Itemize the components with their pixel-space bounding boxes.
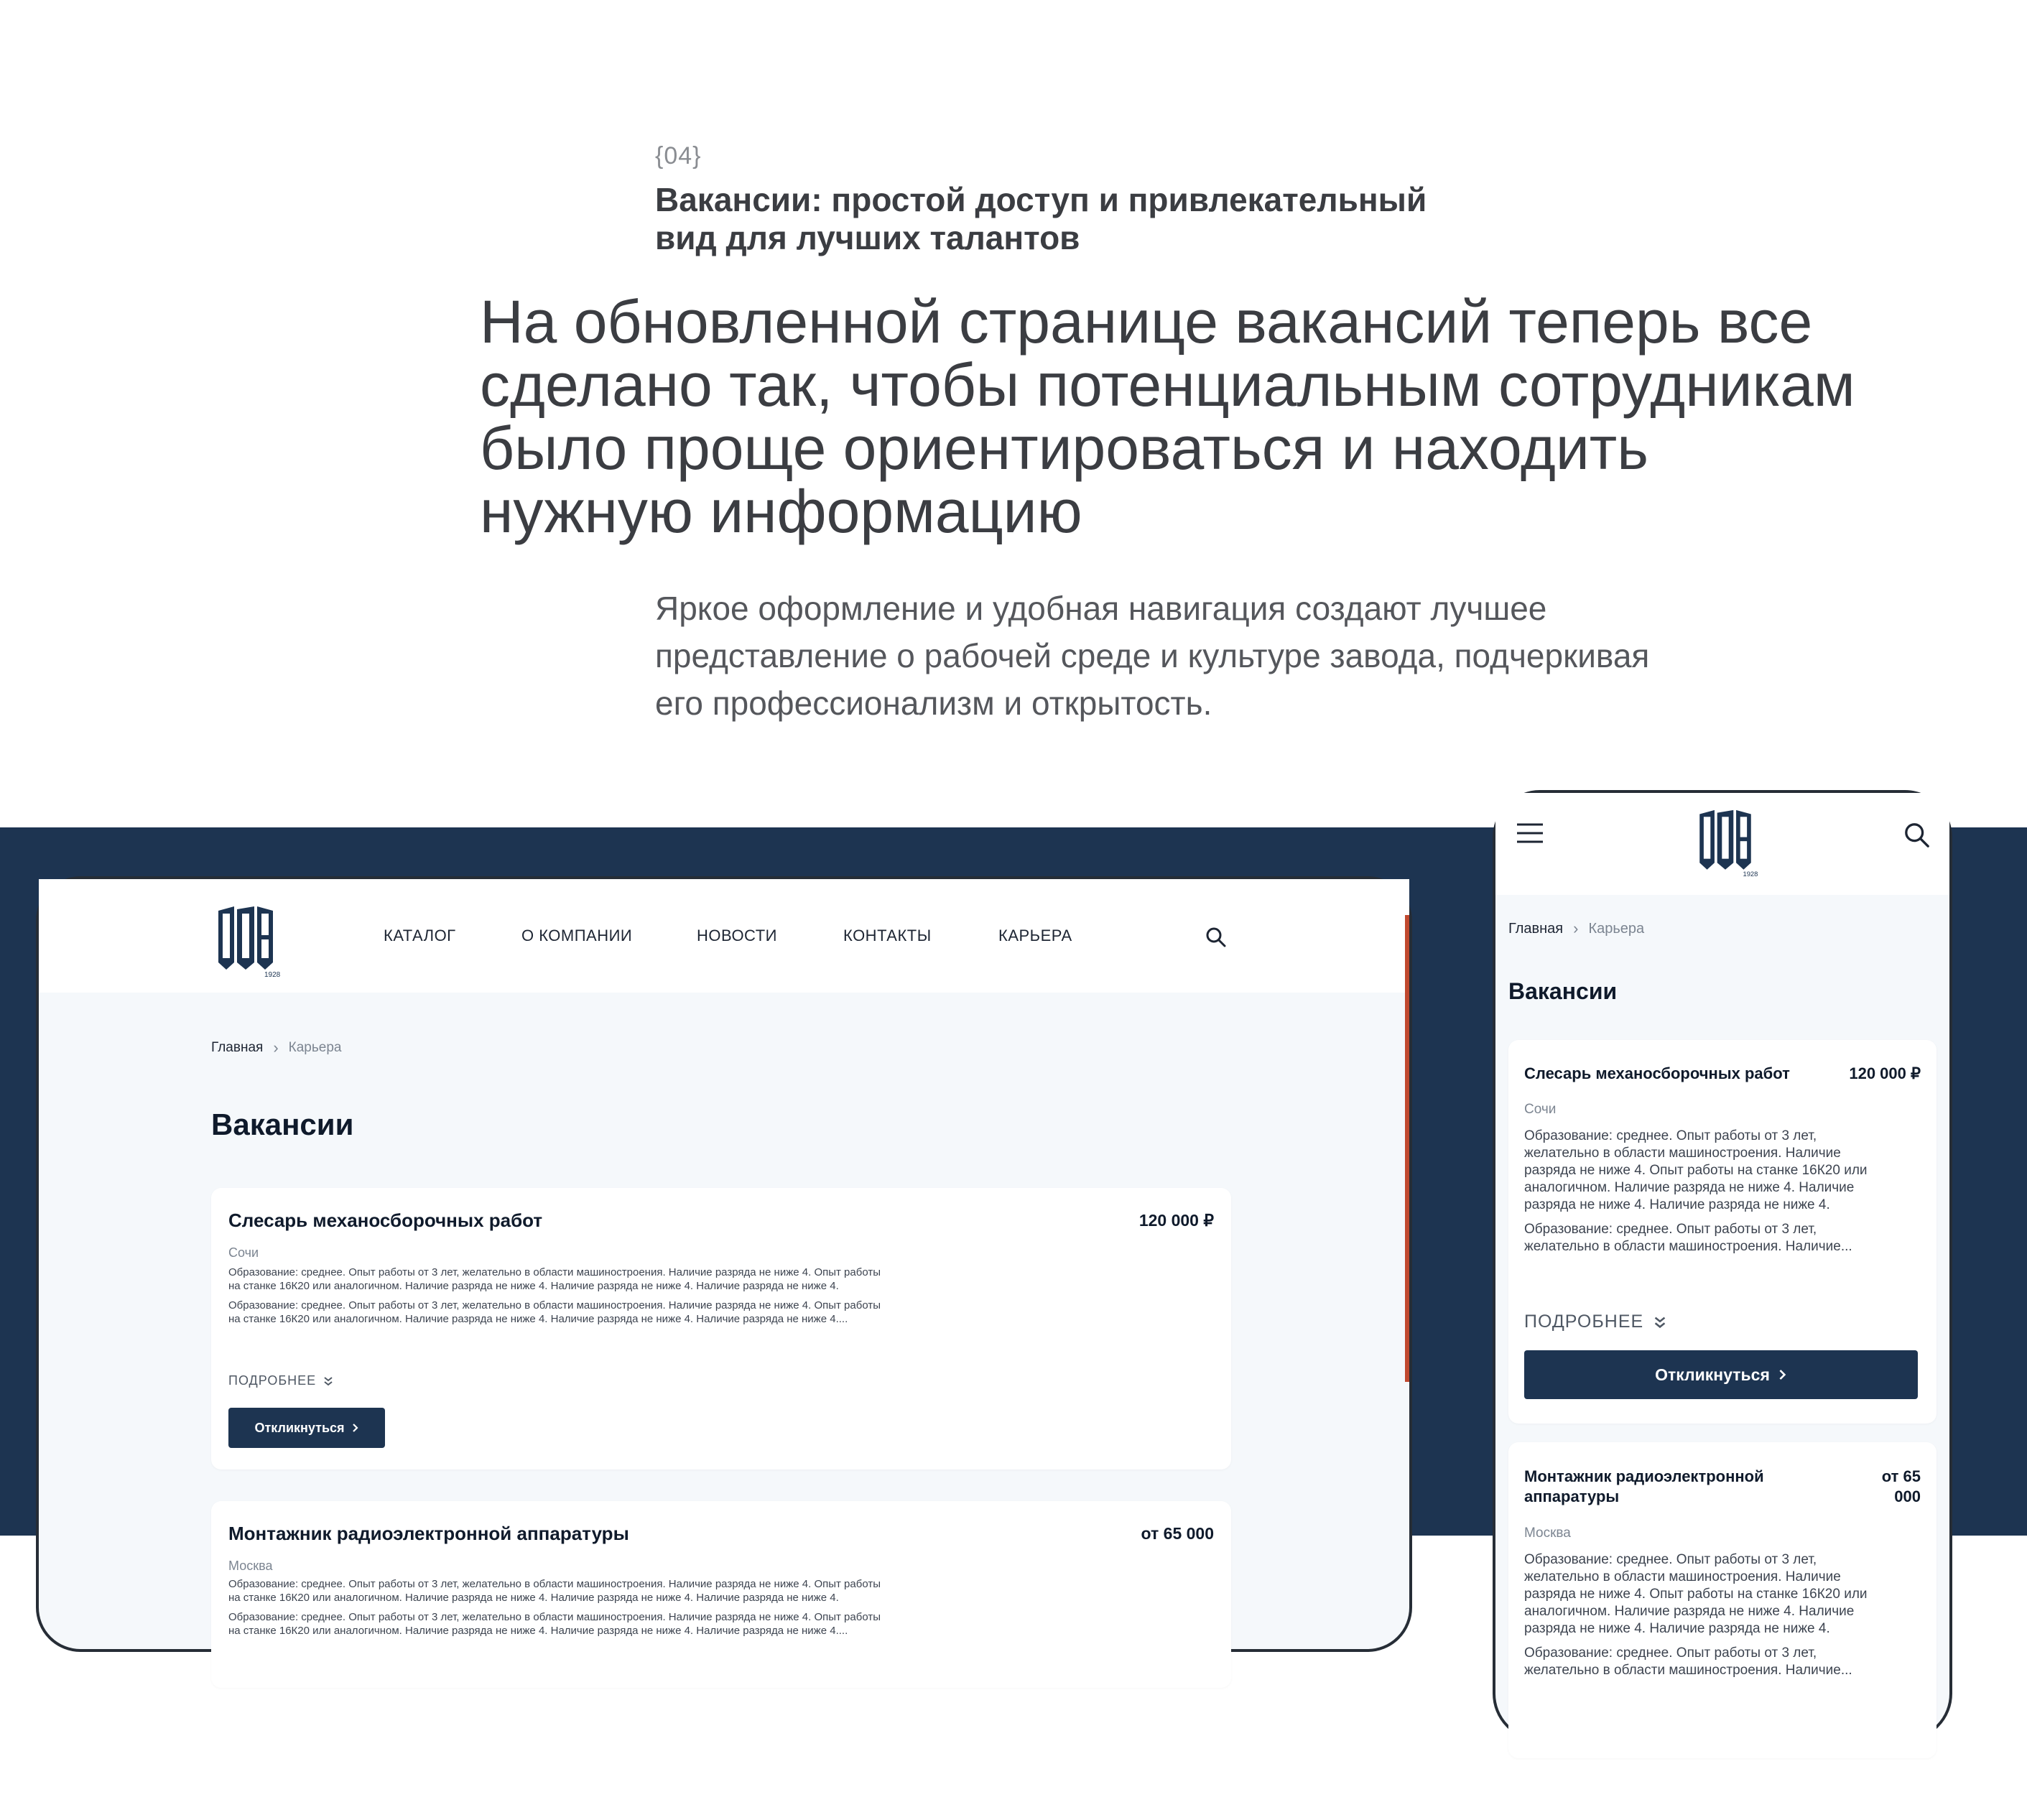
job-city: Москва: [1524, 1526, 1571, 1541]
job-desc-line: разряда не ниже 4. Опыт работы на станке 16К20 или: [1524, 1587, 1868, 1602]
more-link[interactable]: [228, 1373, 333, 1388]
apply-button[interactable]: [1524, 1350, 1918, 1399]
job-title-line: Монтажник радиоэлектронной: [1524, 1467, 1764, 1485]
breadcrumb: [211, 1039, 341, 1057]
section-title-line: вид для лучших талантов: [655, 219, 1080, 256]
mobile-header: [1495, 793, 1949, 895]
job-desc-line: разряда не ниже 4. Наличие разряда не ниже 4.: [1524, 1197, 1830, 1212]
job-desc-line: разряда не ниже 4. Наличие разряда не ниже 4.: [1524, 1621, 1830, 1636]
job-desc-line: Образование: среднее. Опыт работы от 3 лет,: [1524, 1222, 1817, 1237]
section-number: {04}: [655, 142, 702, 170]
logo-year: 1928: [264, 971, 281, 979]
site-header: [39, 879, 1409, 993]
job-description: [1524, 1551, 1926, 1679]
job-card: [211, 1501, 1231, 1688]
breadcrumb-home[interactable]: Главная: [211, 1040, 264, 1055]
job-salary-line: от 65: [1881, 1467, 1921, 1485]
job-title[interactable]: Монтажник радиоэлектронной аппаратуры: [228, 1523, 629, 1544]
job-salary: 120 000 ₽: [1138, 1211, 1214, 1230]
job-desc-line: Образование: среднее. Опыт работы от 3 лет, желательно в области машиностроения. Наличие разряда не ниже 4. Опыт работы: [228, 1266, 881, 1278]
breadcrumb: [1508, 919, 1644, 938]
section-title: [655, 181, 1517, 257]
job-desc-line: на станке 16К20 или аналогичном. Наличие разряда не ниже 4. Наличие разряда не ниже 4. Наличие разряда не ниже 4....: [228, 1625, 848, 1637]
job-salary: [1882, 1467, 1921, 1507]
job-city: Сочи: [1524, 1102, 1557, 1117]
headline-line: нужную информацию: [480, 478, 1082, 545]
job-title[interactable]: Слесарь механосборочных работ: [1524, 1064, 1790, 1082]
job-city: Сочи: [228, 1245, 259, 1260]
job-desc-line: Образование: среднее. Опыт работы от 3 лет,: [1524, 1552, 1817, 1567]
job-desc-line: Образование: среднее. Опыт работы от 3 лет,: [1524, 1128, 1817, 1143]
headline-line: сделано так, чтобы потенциальным сотрудникам: [480, 351, 1855, 419]
job-desc-line: желательно в области машиностроения. Наличие...: [1524, 1663, 1852, 1678]
more-label: ПОДРОБНЕЕ: [228, 1373, 317, 1388]
more-link[interactable]: [1524, 1311, 1666, 1332]
chevron-right-icon: [352, 1423, 359, 1433]
job-city: Москва: [228, 1559, 273, 1573]
job-card: [1508, 1442, 1936, 1758]
scrollbar[interactable]: [1405, 915, 1409, 1382]
job-description: [228, 1577, 1019, 1638]
chevron-right-icon: ›: [273, 1039, 279, 1057]
nav-contacts[interactable]: КОНТАКТЫ: [843, 927, 932, 944]
lead-paragraph: [655, 585, 1804, 727]
headline-line: На обновленной странице вакансий теперь все: [480, 288, 1813, 356]
desktop-mockup: [36, 876, 1412, 1652]
job-title[interactable]: Слесарь механосборочных работ: [228, 1210, 543, 1231]
lead-line: его профессионализм и открытость.: [655, 684, 1212, 722]
search-icon[interactable]: [1205, 927, 1227, 948]
job-salary: 120 000 ₽: [1849, 1064, 1921, 1082]
headline: [480, 290, 1916, 543]
job-desc-line: Образование: среднее. Опыт работы от 3 лет, желательно в области машиностроения. Наличие разряда не ниже 4. Опыт работы: [228, 1578, 881, 1590]
job-desc-line: на станке 16К20 или аналогичном. Наличие разряда не ниже 4. Наличие разряда не ниже 4. Наличие разряда не ниже 4....: [228, 1313, 848, 1325]
nav-news[interactable]: НОВОСТИ: [697, 927, 777, 944]
breadcrumb-home[interactable]: Главная: [1508, 920, 1564, 937]
job-title[interactable]: [1524, 1467, 1764, 1507]
job-desc-line: желательно в области машиностроения. Наличие: [1524, 1146, 1841, 1161]
job-desc-line: Образование: среднее. Опыт работы от 3 лет, желательно в области машиностроения. Наличие разряда не ниже 4. Опыт работы: [228, 1299, 881, 1311]
job-desc-line: на станке 16К20 или аналогичном. Наличие разряда не ниже 4. Наличие разряда не ниже 4. Наличие разряда не ниже 4.: [228, 1592, 839, 1604]
nav-career[interactable]: КАРЬЕРА: [998, 927, 1072, 944]
job-title-line: аппаратуры: [1524, 1487, 1620, 1505]
apply-button[interactable]: [228, 1408, 385, 1448]
nav-company[interactable]: О КОМПАНИИ: [521, 927, 633, 944]
lead-line: Яркое оформление и удобная навигация создают лучшее: [655, 590, 1547, 627]
more-label: ПОДРОБНЕЕ: [1524, 1311, 1644, 1332]
job-description: [228, 1266, 1019, 1326]
job-card: [211, 1188, 1231, 1470]
section-title-line: Вакансии: простой доступ и привлекательный: [655, 181, 1427, 218]
breadcrumb-current: Карьера: [1588, 920, 1645, 937]
job-salary: от 65 000: [1141, 1524, 1214, 1543]
breadcrumb-current: Карьера: [288, 1040, 342, 1055]
job-desc-line: аналогичном. Наличие разряда не ниже 4. Наличие: [1524, 1604, 1855, 1619]
search-icon[interactable]: [1903, 822, 1931, 849]
headline-line: было проще ориентироваться и находить: [480, 414, 1649, 482]
job-salary-line: 000: [1894, 1487, 1921, 1505]
job-desc-line: разряда не ниже 4. Опыт работы на станке 16К20 или: [1524, 1163, 1868, 1178]
logo-icon[interactable]: [1698, 809, 1758, 878]
job-desc-line: желательно в области машиностроения. Наличие: [1524, 1569, 1841, 1584]
apply-label: Откликнуться: [254, 1420, 345, 1435]
logo-icon[interactable]: [217, 905, 281, 979]
job-desc-line: желательно в области машиностроения. Наличие...: [1524, 1239, 1852, 1254]
nav-catalog[interactable]: КАТАЛОГ: [384, 927, 456, 944]
chevron-right-icon: ›: [1573, 919, 1579, 937]
double-chevron-down-icon: [1653, 1316, 1666, 1329]
job-desc-line: на станке 16К20 или аналогичном. Наличие разряда не ниже 4. Наличие разряда не ниже 4. Наличие разряда не ниже 4.: [228, 1280, 839, 1292]
job-description: [1524, 1128, 1926, 1255]
job-desc-line: Образование: среднее. Опыт работы от 3 лет,: [1524, 1645, 1817, 1661]
job-desc-line: Образование: среднее. Опыт работы от 3 лет, желательно в области машиностроения. Наличие разряда не ниже 4. Опыт работы: [228, 1611, 881, 1623]
double-chevron-down-icon: [323, 1376, 333, 1386]
job-desc-line: аналогичном. Наличие разряда не ниже 4. Наличие: [1524, 1180, 1855, 1195]
logo-year: 1928: [1743, 870, 1758, 878]
job-card: [1508, 1040, 1936, 1424]
hamburger-menu-icon[interactable]: [1516, 822, 1544, 845]
apply-label: Откликнуться: [1655, 1365, 1770, 1384]
mobile-mockup: [1493, 790, 1952, 1741]
page-title: Вакансии: [211, 1108, 354, 1141]
page-title: Вакансии: [1508, 978, 1618, 1004]
chevron-right-icon: [1778, 1368, 1787, 1381]
lead-line: представление о рабочей среде и культуре завода, подчеркивая: [655, 637, 1650, 674]
